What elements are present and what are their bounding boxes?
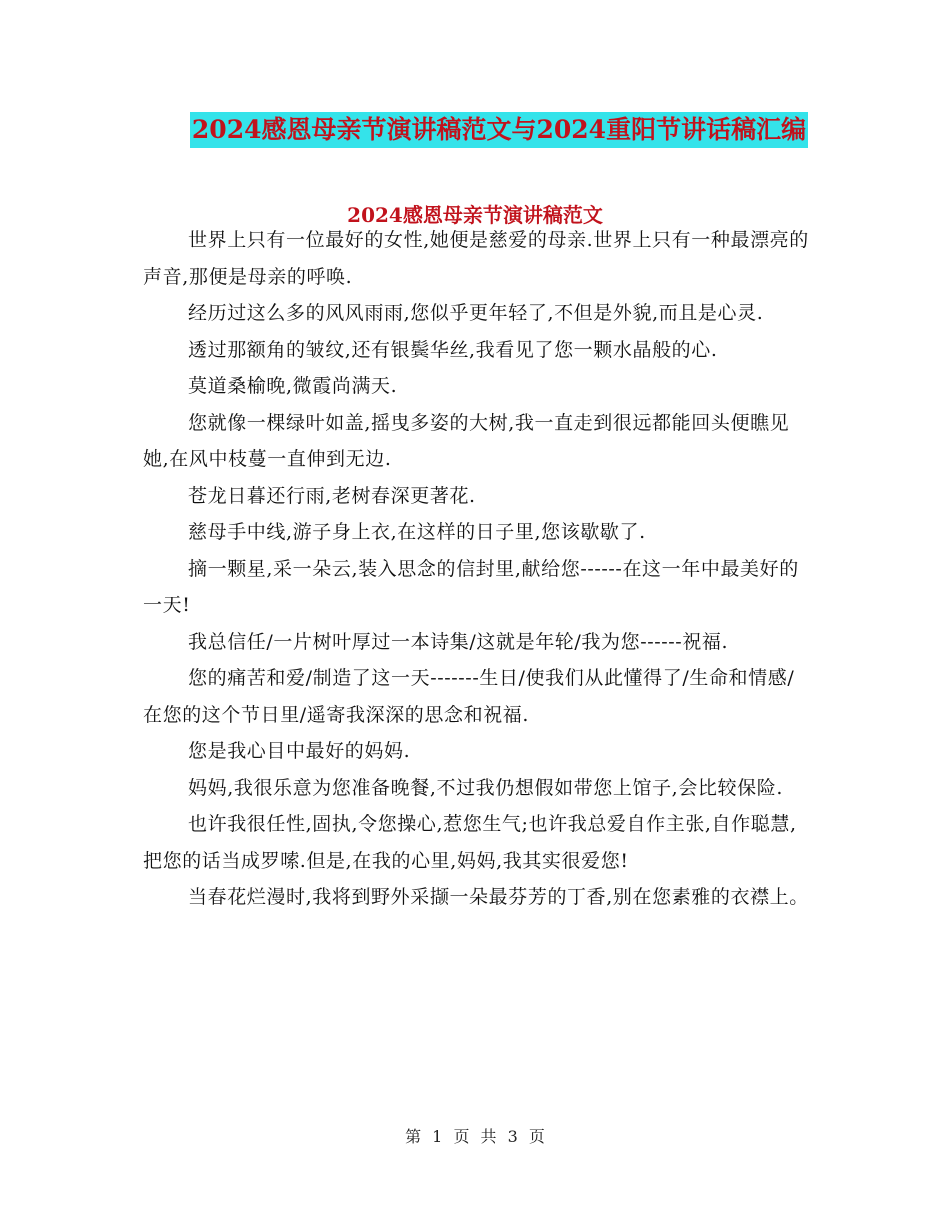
paragraph: 您就像一棵绿叶如盖,摇曳多姿的大树,我一直走到很远都能回头便瞧见她,在风中枝蔓一直伸到无边.	[143, 411, 790, 470]
paragraph: 苍龙日暮还行雨,老树春深更著花.	[188, 484, 476, 507]
paragraph: 您是我心目中最好的妈妈.	[188, 740, 411, 762]
paragraph: 莫道桑榆晚,微霞尚满天.	[188, 375, 398, 397]
paragraph: 我总信任/一片树叶厚过一本诗集/这就是年轮/我为您------祝福.	[188, 630, 729, 653]
document-title-container	[0, 112, 950, 148]
section-title: 2024感恩母亲节演讲稿范文	[347, 203, 603, 227]
paragraph: 经历过这么多的风风雨雨,您似乎更年轻了,不但是外貌,而且是心灵.	[188, 302, 764, 324]
paragraph: 摘一颗星,采一朵云,装入思念的信封里,献给您------在这一年中最美好的一天!	[143, 557, 799, 616]
paragraph: 透过那额角的皱纹,还有银鬓华丝,我看见了您一颗水晶般的心.	[188, 338, 718, 361]
page-footer: 第 1 页 共 3 页	[405, 1127, 545, 1146]
paragraph: 世界上只有一位最好的女性,她便是慈爱的母亲.世界上只有一种最漂亮的声音,那便是母亲的呼唤.	[143, 229, 809, 288]
paragraph: 也许我很任性,固执,令您操心,惹您生气;也许我总爱自作主张,自作聪慧,把您的话当成罗嗦.但是,在我的心里,妈妈,我其实很爱您!	[143, 813, 797, 872]
paragraph: 当春花烂漫时,我将到野外采撷一朵最芬芳的丁香,别在您素雅的衣襟上。	[188, 886, 809, 908]
paragraph: 妈妈,我很乐意为您准备晚餐,不过我仍想假如带您上馆子,会比较保险.	[188, 776, 783, 799]
paragraph: 慈母手中线,游子身上衣,在这样的日子里,您该歇歇了.	[188, 521, 646, 543]
document-title: 2024感恩母亲节演讲稿范文与2024重阳节讲话稿汇编	[190, 112, 808, 148]
document-body	[143, 222, 813, 916]
paragraph: 您的痛苦和爱/制造了这一天-------生日/使我们从此懂得了/生命和情感/在您的这个节日里/遥寄我深深的思念和祝福.	[143, 667, 795, 726]
